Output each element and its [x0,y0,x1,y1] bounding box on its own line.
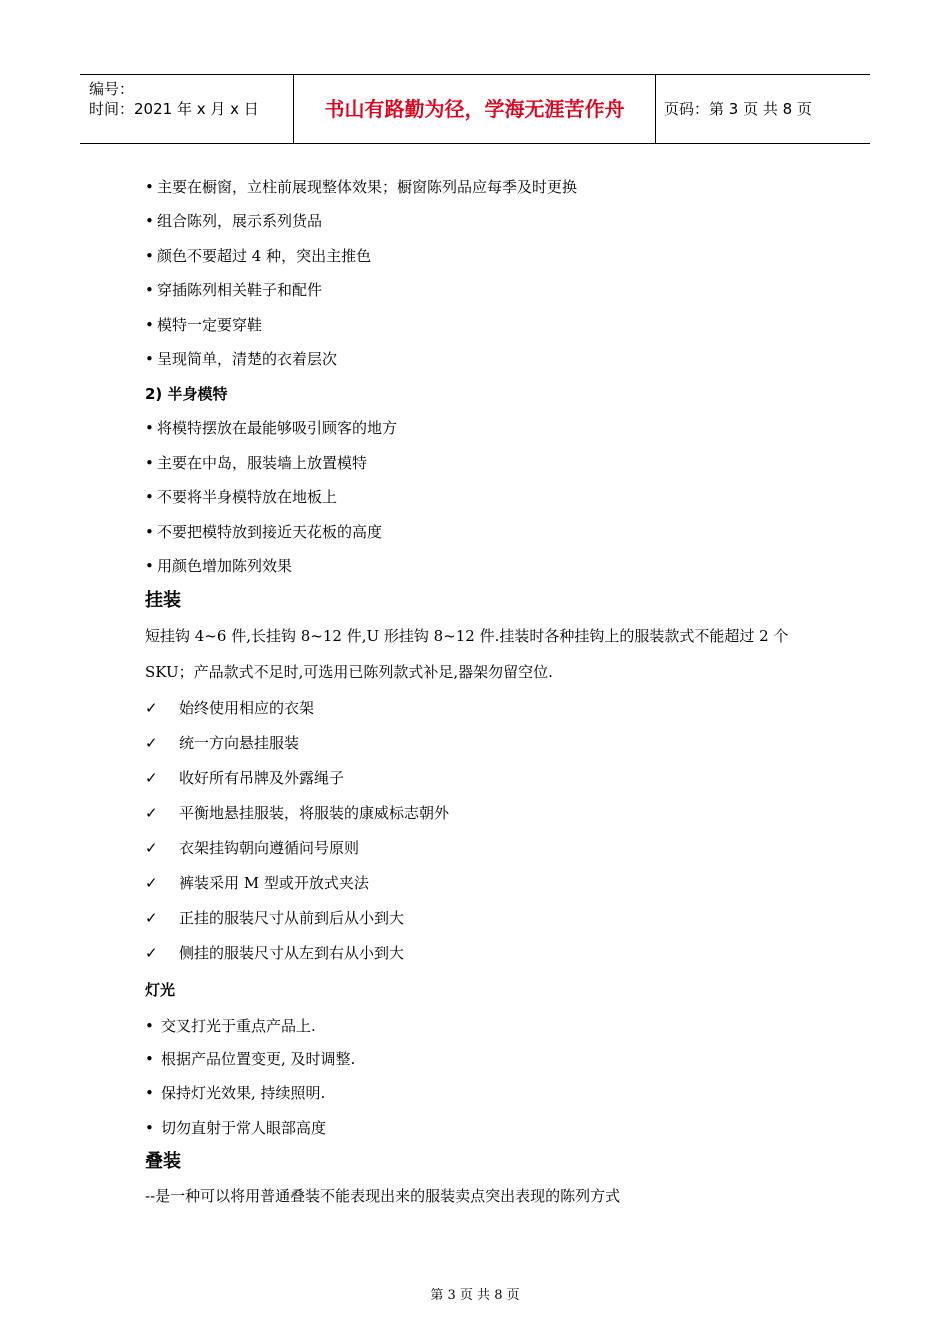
list-item: • 将模特摆放在最能够吸引顾客的地方 [145,419,398,437]
check-icon: ✓ [145,874,158,892]
list-item: • 根据产品位置变更, 及时调整. [145,1050,356,1068]
section-title-hanging: 挂装 [145,590,181,611]
check-item: ✓ 侧挂的服装尺寸从左到右从小到大 [145,944,405,962]
list-item: • 不要把模特放到接近天花板的高度 [145,523,383,541]
check-icon: ✓ [145,839,158,857]
page-header [80,74,870,144]
header-page: 页码：第 3 页 共 8 页 [664,100,812,118]
header-time: 时间：2021 年 x 月 x 日 [89,100,259,118]
check-icon: ✓ [145,909,158,927]
list-item: • 呈现简单，清楚的衣着层次 [145,350,338,368]
check-item: ✓ 收好所有吊牌及外露绳子 [145,769,345,787]
section-title-lighting: 灯光 [145,981,176,999]
list-item: • 切勿直射于常人眼部高度 [145,1119,327,1137]
section-title-folding: 叠装 [145,1151,181,1172]
subhead-half-mannequin: 2) 半身模特 [145,385,228,403]
check-item: ✓ 统一方向悬挂服装 [145,734,300,752]
check-icon: ✓ [145,699,158,717]
list-item: • 交叉打光于重点产品上. [145,1017,316,1035]
list-item: • 保持灯光效果, 持续照明. [145,1084,326,1102]
check-icon: ✓ [145,734,158,752]
paragraph-line: SKU；产品款式不足时,可选用已陈列款式补足,器架勿留空位. [145,663,553,681]
list-item: • 组合陈列，展示系列货品 [145,212,323,230]
check-item: ✓ 裤装采用 M 型或开放式夹法 [145,874,369,892]
list-item: • 颜色不要超过 4 种，突出主推色 [145,247,372,265]
check-icon: ✓ [145,944,158,962]
header-motto: 书山有路勤为径，学海无涯苦作舟 [294,75,656,143]
check-item: ✓ 正挂的服装尺寸从前到后从小到大 [145,909,405,927]
check-item: ✓ 平衡地悬挂服装，将服装的康威标志朝外 [145,804,450,822]
list-item: • 穿插陈列相关鞋子和配件 [145,281,323,299]
list-item: • 模特一定要穿鞋 [145,316,263,334]
header-number: 编号： [89,80,135,98]
list-item: • 主要在橱窗，立柱前展现整体效果；橱窗陈列品应每季及时更换 [145,178,578,196]
list-item: • 用颜色增加陈列效果 [145,557,293,575]
check-icon: ✓ [145,804,158,822]
list-item: • 不要将半身模特放在地板上 [145,488,338,506]
check-icon: ✓ [145,769,158,787]
header-meta [80,75,294,143]
paragraph-line: 短挂钩 4~6 件,长挂钩 8~12 件,U 形挂钩 8~12 件.挂装时各种挂钩上的服装款式不能超过 2 个 [145,627,789,645]
list-item: • 主要在中岛，服装墙上放置模特 [145,454,368,472]
check-item: ✓ 始终使用相应的衣架 [145,699,315,717]
check-item: ✓ 衣架挂钩朝向遵循问号原则 [145,839,360,857]
page-footer: 第 3 页 共 8 页 [430,1288,520,1303]
paragraph-line: --是一种可以将用普通叠装不能表现出来的服装卖点突出表现的陈列方式 [145,1187,621,1205]
